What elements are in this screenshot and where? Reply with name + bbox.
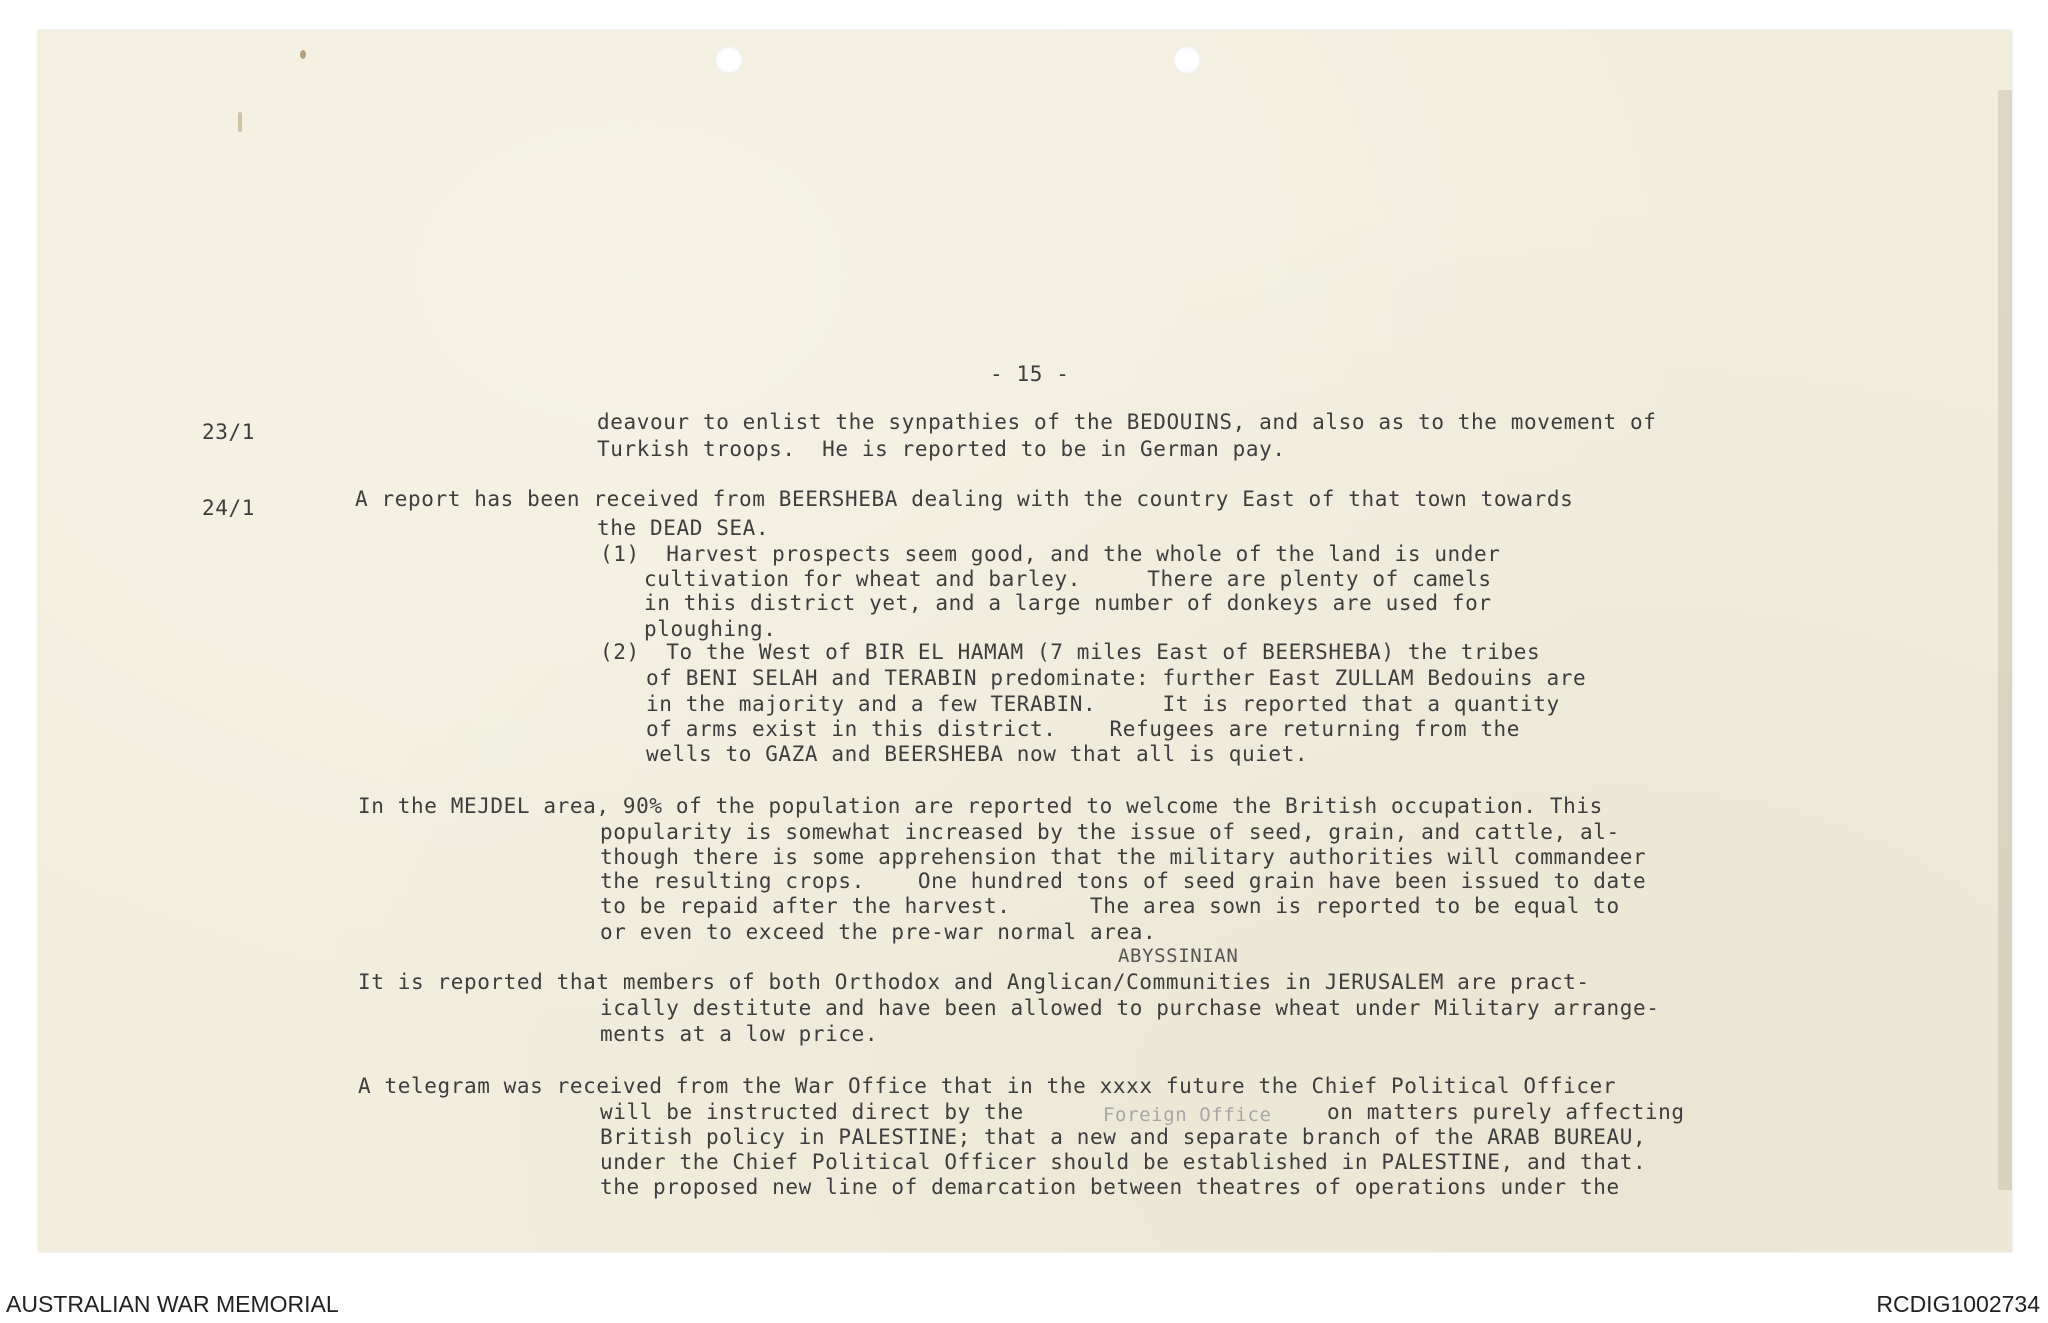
text-line: (2) To the West of BIR EL HAMAM (7 miles East of BEERSHEBA) the tribes [600, 640, 1541, 664]
handwritten-insertion: ABYSSINIAN [1118, 945, 1239, 967]
text-line: popularity is somewhat increased by the issue of seed, grain, and cattle, al- [600, 820, 1620, 844]
text-line: of BENI SELAH and TERABIN predominate: further East ZULLAM Bedouins are [646, 666, 1587, 690]
text-line: A report has been received from BEERSHEBA dealing with the country East of that town towards [355, 487, 1574, 511]
text-line: though there is some apprehension that the military authorities will commandeer [600, 845, 1647, 869]
faint-insertion: Foreign Office [1103, 1104, 1272, 1126]
rust-mark [238, 112, 242, 132]
text-line: deavour to enlist the synpathies of the BEDOUINS, and also as to the movement of [597, 410, 1657, 434]
text-line: ploughing. [644, 617, 777, 641]
text-line: under the Chief Political Officer should be established in PALESTINE, and that. [600, 1150, 1647, 1174]
text-line: cultivation for wheat and barley. There are plenty of camels [644, 567, 1492, 591]
text-line: of arms exist in this district. Refugees are returning from the [646, 717, 1521, 741]
footer-institution: AUSTRALIAN WAR MEMORIAL [6, 1291, 339, 1317]
text-line: on matters purely affecting [1327, 1100, 1685, 1124]
text-line: (1) Harvest prospects seem good, and the whole of the land is under [600, 542, 1501, 566]
edge-discoloration [1998, 90, 2012, 1190]
punch-hole-right [1173, 46, 1201, 74]
punch-hole-left [715, 46, 743, 74]
text-line: will be instructed direct by the [600, 1100, 1024, 1124]
text-line: In the MEJDEL area, 90% of the population are reported to welcome the British occupation. This [358, 794, 1603, 818]
text-line: the proposed new line of demarcation between theatres of operations under the [600, 1175, 1620, 1199]
text-line: in this district yet, and a large number of donkeys are used for [644, 591, 1492, 615]
text-line: the DEAD SEA. [597, 516, 770, 540]
text-line: ments at a low price. [600, 1022, 879, 1046]
text-line: in the majority and a few TERABIN. It is reported that a quantity [646, 692, 1560, 716]
entry-date: 24/1 [202, 496, 255, 520]
text-line: ically destitute and have been allowed to purchase wheat under Military arrange- [600, 996, 1660, 1020]
text-line: wells to GAZA and BEERSHEBA now that all is quiet. [646, 742, 1309, 766]
page-number: - 15 - [990, 362, 1070, 386]
text-line: British policy in PALESTINE; that a new and separate branch of the ARAB BUREAU, [600, 1125, 1647, 1149]
text-line: A telegram was received from the War Office that in the xxxx future the Chief Political Officer [358, 1074, 1617, 1098]
text-line: Turkish troops. He is reported to be in German pay. [597, 437, 1286, 461]
entry-date: 23/1 [202, 420, 255, 444]
text-line: or even to exceed the pre-war normal area. [600, 920, 1157, 944]
footer-record-id: RCDIG1002734 [1876, 1291, 2040, 1317]
text-line: to be repaid after the harvest. The area sown is reported to be equal to [600, 894, 1620, 918]
rust-stain [300, 50, 306, 59]
text-line: the resulting crops. One hundred tons of seed grain have been issued to date [600, 869, 1647, 893]
text-line: It is reported that members of both Orthodox and Anglican/Communities in JERUSALEM are pract- [358, 970, 1590, 994]
